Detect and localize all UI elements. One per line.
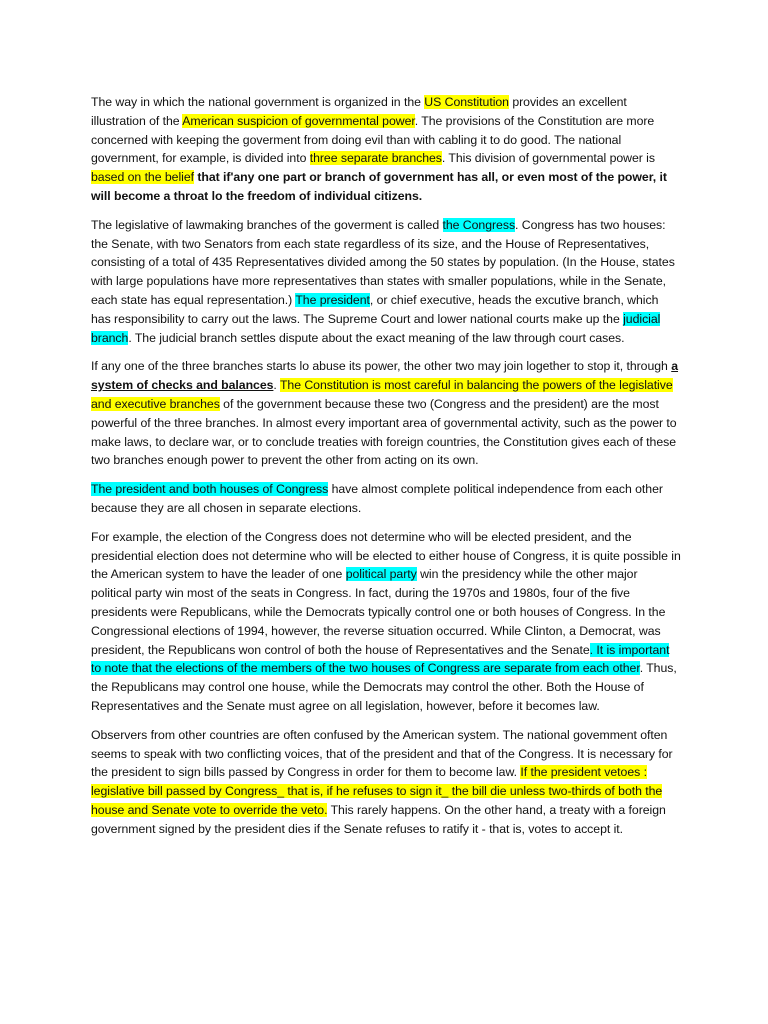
text-segment: . Thus, the Republicans may control one house, while the Democrats may control the other. Both the House of Representatives and the Senate must agree on all legislation, however, before it becomes law. xyxy=(91,661,677,713)
text-segment: , or chief executive, heads the excutive branch, which has responsibility to carry out the laws. The Supreme Court and lower national courts make up the xyxy=(91,292,659,326)
paragraph-5 xyxy=(91,528,681,716)
highlight-cyan: political party xyxy=(345,567,417,582)
highlight-yellow: three separate branches xyxy=(309,151,442,166)
paragraph-6 xyxy=(91,726,681,839)
text-segment: Observers from other countries are often confused by the American system. The national govemment often seems to speak with two conflicting voices, that of the president and that of the Congress. It is necessary for the president to sign bills passed by Congress in order for them to become law. xyxy=(91,727,673,780)
highlight-cyan: The president xyxy=(295,292,370,307)
text-segment: . This division of governmental power is xyxy=(441,151,655,166)
text-segment: win the presidency while the other major political party win most of the seats in Congress. In fact, during the 1970s and 1980s, four of the five presidents were Republicans, while the Democrats typically control one or both houses of Congress. In the Congressional elections of 1994, however, the reverse situation occurred. While Clinton, a Democrat, was president, the Republicans won control of both the house of Representatives and the Senate xyxy=(91,567,666,657)
text-segment: The way in which the national government is organized in the xyxy=(91,95,425,109)
paragraph-1 xyxy=(91,93,681,206)
text-segment: . xyxy=(273,378,280,393)
text-segment: provides an excellent illustration of the xyxy=(91,95,627,128)
highlight-yellow: The Constitution is most careful in balancing the powers of the legislative and executive branches xyxy=(91,378,673,411)
document-body xyxy=(91,93,681,848)
text-segment: This rarely happens. On the other hand, a treaty with a foreign government signed by the president dies if the Senate refuses to ratify it - that is, votes to accept it. xyxy=(91,802,666,836)
paragraph-3 xyxy=(91,357,681,470)
text-segment: . Congress has two houses: the Senate, with two Senators from each state regardless of its size, and the House of Representatives, consisting of a total of 435 Representatives divided among the 50 states by population. (In the House, states with large populations have more representatives than states with smaller populations, while in the Senate, each state has equal representation.) xyxy=(91,217,675,307)
text-segment: of the government because these two (Congress and the president) are the most powerful of the three branches. In almost every important area of governmental activity, such as the power to make laws, to declare war, or to conclude treaties with foreign countries, the Constitution gives each of these two branches enough power to prevent the other from acting on its own. xyxy=(91,396,677,468)
text-segment: . The provisions of the Constitution are more concerned with keeping the goverment from doing evil than with cabling it to do good. The national government, for example, is divided into xyxy=(91,113,655,166)
paragraph-2 xyxy=(91,216,681,348)
bold-text: that if'any one part or branch of government has all, or even most of the power, it will become a throat lo the freedom of individual citizens. xyxy=(91,170,667,203)
paragraph-4 xyxy=(91,480,681,518)
text-segment: have almost complete political independence from each other because they are all chosen in separate elections. xyxy=(91,482,663,515)
text-segment: For example, the election of the Congress does not determine who will be elected president, and the presidential election does not determine who will be elected to either house of Congress, it is quite possible in the American system to have the leader of one xyxy=(91,529,681,582)
highlight-cyan: the Congress xyxy=(442,217,516,232)
text-segment: If any one of the three branches starts lo abuse its power, the other two may join logether to stop it, through xyxy=(91,359,672,374)
highlight-cyan: judicial branch xyxy=(91,311,661,345)
text-segment: . The judicial branch settles dispute about the exact meaning of the law through court cases. xyxy=(128,330,625,345)
highlight-yellow: US Constitution xyxy=(424,95,509,109)
highlight-cyan: The president and both houses of Congress xyxy=(91,482,329,497)
text-segment: The legislative of lawmaking branches of the goverment is called xyxy=(91,217,443,232)
highlight-yellow: American suspicion of governmental power xyxy=(182,113,415,128)
highlight-yellow: If the president vetoes : legislative bill passed by Congress_ that is, if he refuses to sign it_ the bill die unless two-thirds of both the house and Senate vote to override the veto. xyxy=(91,765,663,817)
highlight-yellow: based on the belief xyxy=(91,170,194,185)
highlight-cyan: . It is important to note that the elections of the members of the two houses of Congress are separate from each other xyxy=(91,642,670,676)
bold-underline-text: a system of checks and balances xyxy=(91,359,679,393)
